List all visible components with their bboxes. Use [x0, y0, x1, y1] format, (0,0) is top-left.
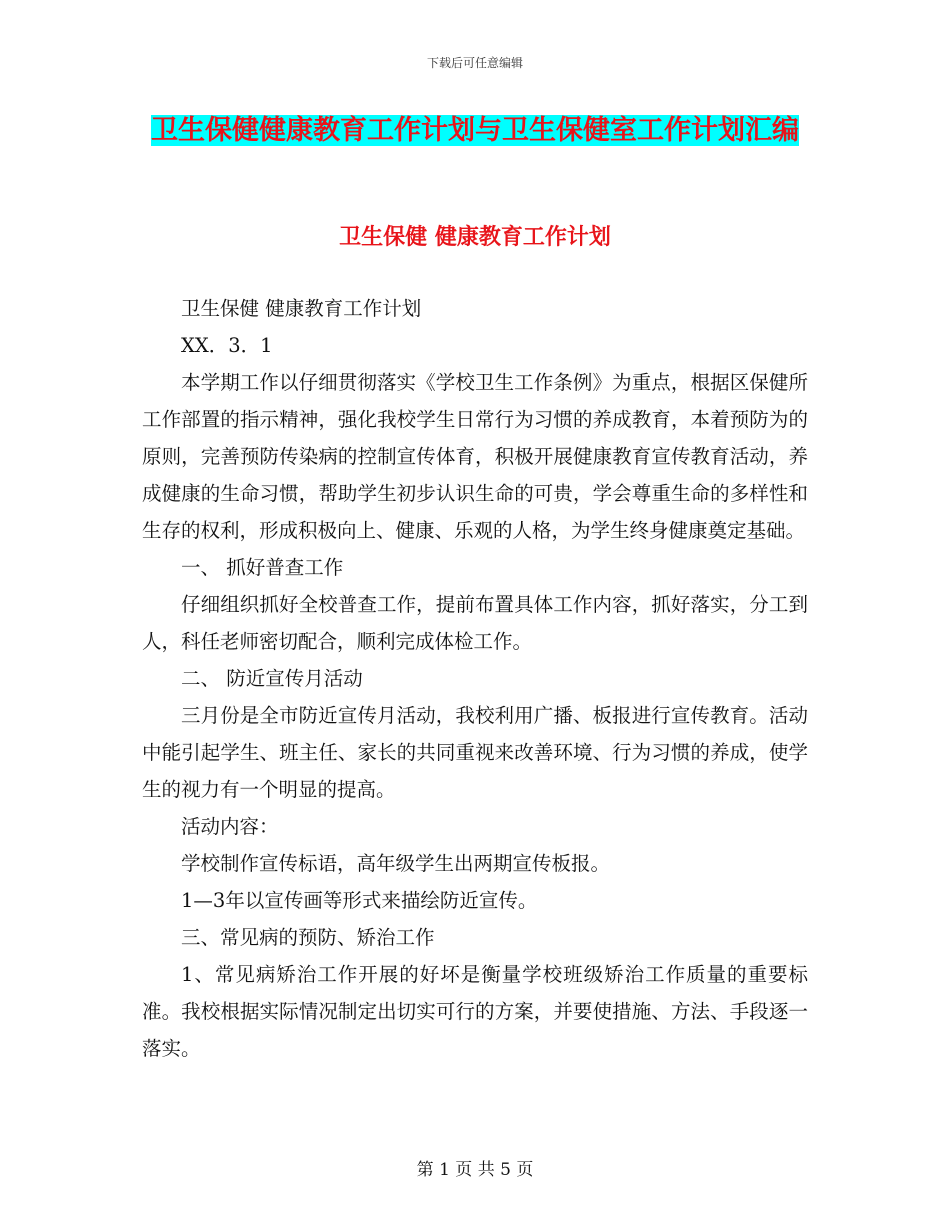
- paragraph-survey-work: 仔细组织抓好全校普查工作，提前布置具体工作内容，抓好落实，分工到人，科任老师密切配合，顺利完成体检工作。: [142, 593, 808, 653]
- header-note: 下载后可任意编辑: [426, 56, 523, 70]
- paragraph-date: XX．3．1: [181, 334, 273, 357]
- paragraph-intro: 本学期工作以仔细贯彻落实《学校卫生工作条例》为重点，根据区保健所工作部置的指示精神，强化我校学生日常行为习惯的养成教育，本着预防为的原则，完善预防传染病的控制宣传体育，积极开展健康教育宣传教育活动，养成健康的生命习惯，帮助学生初步认识生命的可贵，学会尊重生命的多样性和生存的权利，形成积极向上、健康、乐观的人格，为学生终身健康奠定基础。: [142, 371, 808, 542]
- heading-survey-work: 一、 抓好普查工作: [181, 556, 344, 579]
- paragraph-myopia-month: 三月份是全市防近宣传月活动，我校利用广播、板报进行宣传教育。活动中能引起学生、班主任、家长的共同重视来改善环境、行为习惯的养成，使学生的视力有一个明显的提高。: [142, 704, 808, 801]
- paragraph-subtitle: 卫生保健 健康教育工作计划: [181, 297, 422, 320]
- page-number-footer: 第 1 页 共 5 页: [416, 1160, 534, 1180]
- paragraph-activity-label: 活动内容：: [181, 815, 279, 838]
- paragraph-activity-slogans: 学校制作宣传标语，高年级学生出两期宣传板报。: [181, 852, 611, 875]
- paragraph-common-disease: 1、常见病矫治工作开展的好坏是衡量学校班级矫治工作质量的重要标准。我校根据实际情况制定出切实可行的方案，并要使措施、方法、手段逐一落实。: [142, 963, 808, 1060]
- heading-myopia-month: 二、 防近宣传月活动: [181, 667, 363, 690]
- document-body: [142, 290, 808, 1067]
- document-title: [142, 108, 808, 153]
- heading-common-disease: 三、常见病的预防、矫治工作: [181, 926, 435, 949]
- section-title: 卫生保健 健康教育工作计划: [339, 225, 611, 250]
- document-title-text: 卫生保健健康教育工作计划与卫生保健室工作计划汇编: [151, 115, 799, 146]
- paragraph-activity-drawings: 1—3年以宣传画等形式来描绘防近宣传。: [181, 889, 538, 912]
